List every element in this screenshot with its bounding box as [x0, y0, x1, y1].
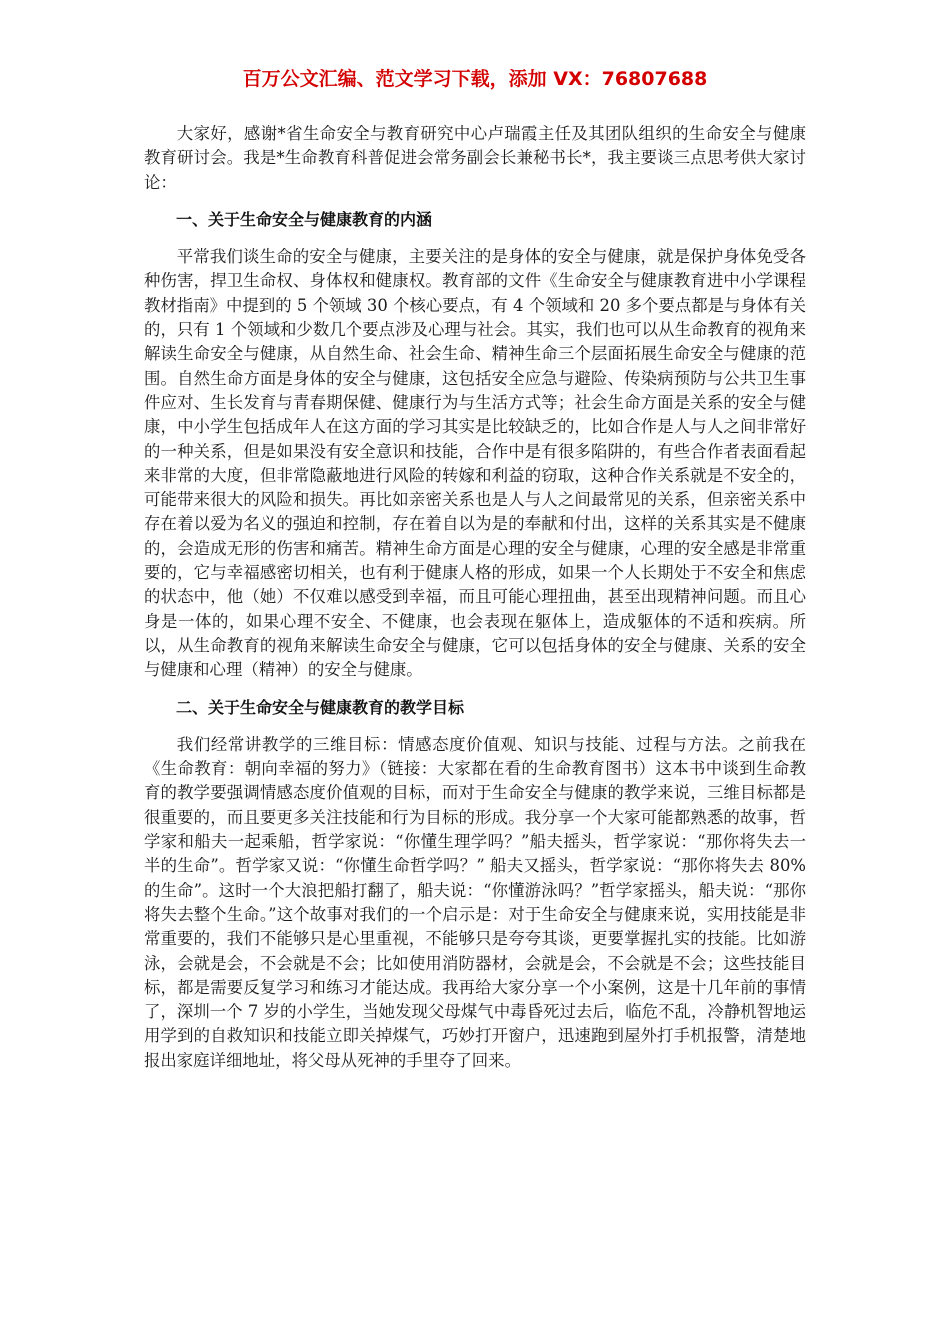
section-1-paragraph: 平常我们谈生命的安全与健康，主要关注的是身体的安全与健康，就是保护身体免受各种伤害，捍卫生命权、身体权和健康权。教育部的文件《生命安全与健康教育进中小学课程教材指南》中提到的 5 个领域 30 个核心要点，有 4 个领域和 20 多个要点都是与身体有关的，只有 1 个领域和少数几个要点涉及心理与社会。其实，我们也可以从生命教育的视角来解读生命安全与健康，从自然生命、社会生命、精神生命三个层面拓展生命安全与健康的范围。自然生命方面是身体的安全与健康，这包括安全应急与避险、传染病预防与公共卫生事件应对、生长发育与青春期保健、健康行为与生活方式等；社会生命方面是关系的安全与健康，中小学生包括成年人在这方面的学习其实是比较缺乏的，比如合作是人与人之间非常好的一种关系，但是如果没有安全意识和技能，合作中是有很多陷阱的，有些合作者表面看起来非常的大度，但非常隐蔽地进行风险的转嫁和利益的窃取，这种合作关系就是不安全的，可能带来很大的风险和损失。再比如亲密关系也是人与人之间最常见的关系，但亲密关系中存在着以爱为名义的强迫和控制，存在着自以为是的奉献和付出，这样的关系其实是不健康的，会造成无形的伤害和痛苦。精神生命方面是心理的安全与健康，心理的安全感是非常重要的，它与幸福感密切相关，也有利于健康人格的形成，如果一个人长期处于不安全和焦虑的状态中，他（她）不仅难以感受到幸福，而且可能心理扭曲，甚至出现精神问题。而且心身是一体的，如果心理不安全、不健康，也会表现在躯体上，造成躯体的不适和疾病。所以，从生命教育的视角来解读生命安全与健康，它可以包括身体的安全与健康、关系的安全与健康和心理（精神）的安全与健康。 — [144, 247, 806, 680]
intro-paragraph: 大家好，感谢*省生命安全与教育研究中心卢瑞霞主任及其团队组织的生命安全与健康教育研讨会。我是*生命教育科普促进会常务副会长兼秘书长*，我主要谈三点思考供大家讨论： — [144, 124, 806, 192]
section-1-heading: 一、关于生命安全与健康教育的内涵 — [176, 209, 433, 229]
promo-banner: 百万公文汇编、范文学习下载，添加 VX：76807688 — [242, 68, 708, 90]
section-2-paragraph: 我们经常讲教学的三维目标：情感态度价值观、知识与技能、过程与方法。之前我在《生命教育：朝向幸福的努力》（链接：大家都在看的生命教育图书）这本书中谈到生命教育的教学要强调情感态度价值观的目标，而对于生命安全与健康的教学来说，三维目标都是很重要的，而且要更多关注技能和行为目标的形成。我分享一个大家可能都熟悉的故事，哲学家和船夫一起乘船，哲学家说：“你懂生理学吗？”船夫摇头，哲学家说：“那你将失去一半的生命”。哲学家又说：“你懂生命哲学吗？” 船夫又摇头，哲学家说：“那你将失去 80%的生命”。这时一个大浪把船打翻了，船夫说：“你懂游泳吗？”哲学家摇头，船夫说：“那你将失去整个生命。”这个故事对我们的一个启示是：对于生命安全与健康来说，实用技能是非常重要的，我们不能够只是心里重视，不能够只是夸夸其谈，更要掌握扎实的技能。比如游泳，会就是会，不会就是不会；比如使用消防器材，会就是会，不会就是不会；这些技能目标，都是需要反复学习和练习才能达成。我再给大家分享一个小案例，这是十几年前的事情了，深圳一个 7 岁的小学生，当她发现父母煤气中毒昏死过去后，临危不乱，冷静机智地运用学到的自救知识和技能立即关掉煤气，巧妙打开窗户，迅速跑到屋外打手机报警，清楚地报出家庭详细地址，将父母从死神的手里夺了回来。 — [144, 734, 806, 1070]
section-2-heading: 二、关于生命安全与健康教育的教学目标 — [176, 697, 465, 717]
document-body — [144, 122, 806, 1073]
